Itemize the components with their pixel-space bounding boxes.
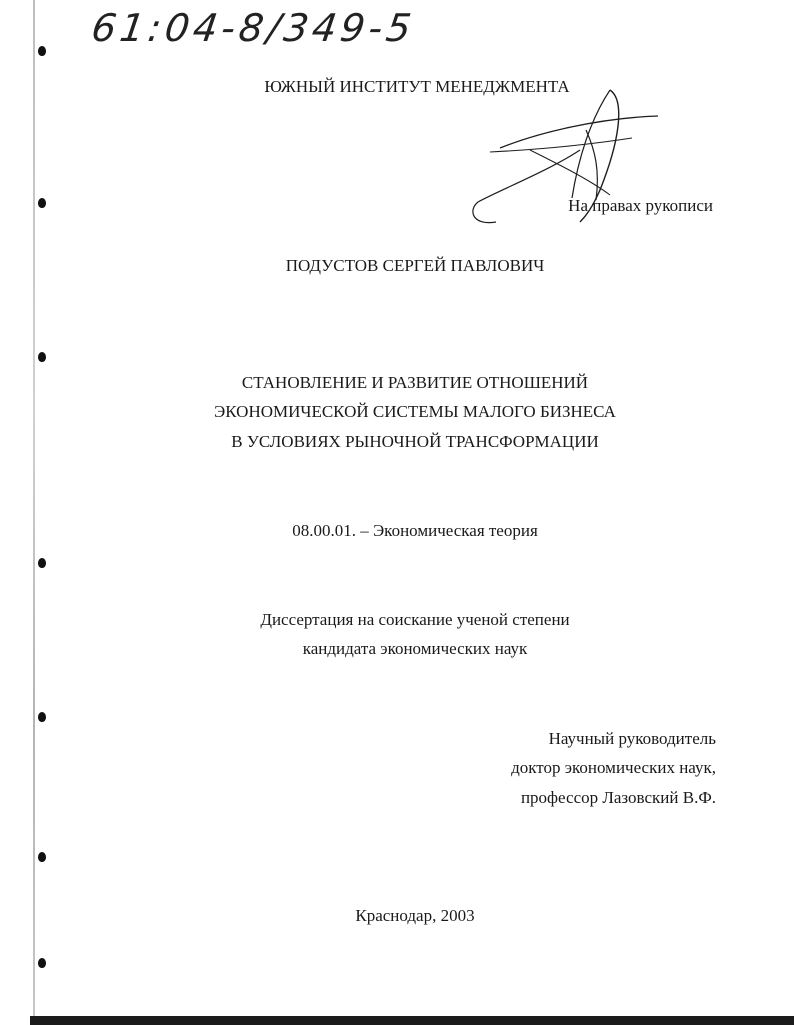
- binding-hole: [38, 46, 46, 56]
- binding-hole: [38, 712, 46, 722]
- degree-line: Диссертация на соискание ученой степени: [260, 610, 570, 629]
- binding-hole: [38, 958, 46, 968]
- supervisor-line: доктор экономических наук,: [511, 758, 716, 777]
- thesis-title-line: ЭКОНОМИЧЕСКОЙ СИСТЕМЫ МАЛОГО БИЗНЕСА: [214, 402, 616, 421]
- city-year: Краснодар, 2003: [355, 906, 475, 925]
- supervisor-line: Научный руководитель: [548, 729, 716, 748]
- binding-hole: [38, 198, 46, 208]
- scan-bottom-edge: [30, 1016, 794, 1025]
- thesis-title-line: В УСЛОВИЯХ РЫНОЧНОЙ ТРАНСФОРМАЦИИ: [231, 432, 599, 451]
- degree-line: кандидата экономических наук: [302, 639, 528, 658]
- binding-hole: [38, 852, 46, 862]
- handwritten-archive-code: 61:04-8/349-5: [88, 6, 418, 50]
- scan-left-edge: [33, 0, 35, 1025]
- institute-name: ЮЖНЫЙ ИНСТИТУТ МЕНЕДЖМЕНТА: [264, 77, 570, 96]
- author-name: ПОДУСТОВ СЕРГЕЙ ПАВЛОВИЧ: [285, 256, 545, 275]
- thesis-title-line: СТАНОВЛЕНИЕ И РАЗВИТИЕ ОТНОШЕНИЙ: [241, 373, 589, 392]
- specialty-code: 08.00.01. – Экономическая теория: [292, 521, 538, 540]
- binding-hole: [38, 558, 46, 568]
- supervisor-line: профессор Лазовский В.Ф.: [520, 788, 716, 807]
- binding-hole: [38, 352, 46, 362]
- manuscript-rights: На правах рукописи: [568, 196, 713, 215]
